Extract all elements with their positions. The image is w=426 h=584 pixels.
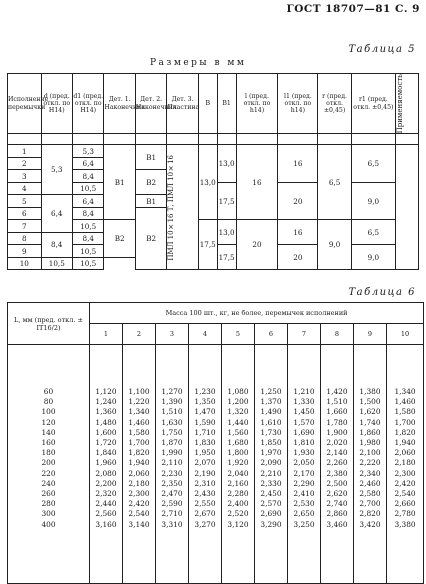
t6-mass-value: 1,560 bbox=[227, 427, 249, 437]
t5-det3: ПМЛ 10×16 Т, ПМЛ 10×16 bbox=[167, 145, 198, 270]
t5-applic bbox=[395, 145, 418, 270]
t6-mass-value: 2,740 bbox=[326, 499, 348, 509]
t6-exec-col: 8 bbox=[321, 324, 354, 345]
t6-mass-value: 1,210 bbox=[293, 387, 315, 396]
t6-mass-value: 1,360 bbox=[95, 407, 117, 417]
t5-B: 13,0 bbox=[198, 145, 217, 220]
t6-mass-value: 2,470 bbox=[161, 489, 183, 499]
t6-mass-value: 2,320 bbox=[95, 489, 117, 499]
t6-mass-value: 1,610 bbox=[260, 417, 282, 427]
t6-exec-col: 1 bbox=[90, 324, 123, 345]
t5-exec: 8 bbox=[8, 232, 42, 245]
t5-exec: 1 bbox=[8, 145, 42, 158]
t6-mass-value: 1,390 bbox=[161, 397, 183, 407]
t5-r: 6,5 bbox=[318, 145, 352, 220]
t6-mass-value: 3,380 bbox=[394, 519, 416, 529]
t5-d1: 8,4 bbox=[73, 170, 104, 183]
t6-mass-value: 2,670 bbox=[194, 509, 216, 519]
t6-mass-value: 1,500 bbox=[359, 397, 381, 407]
t6-mass-value: 2,170 bbox=[293, 468, 315, 478]
t6-mass-value: 2,340 bbox=[359, 468, 381, 478]
t6-mass-value: 1,780 bbox=[326, 417, 348, 427]
t6-L-value: 400 bbox=[41, 519, 56, 529]
t6-mass-value: 1,940 bbox=[394, 438, 416, 448]
t6-mass-value: 2,290 bbox=[293, 478, 315, 488]
t6-mass-value: 2,690 bbox=[260, 509, 282, 519]
t6-L-column bbox=[8, 345, 90, 584]
t6-mass-value: 1,440 bbox=[227, 417, 249, 427]
t6-mass-value: 2,300 bbox=[128, 489, 150, 499]
t5-exec: 6 bbox=[8, 207, 42, 220]
t6-mass-value: 3,160 bbox=[95, 519, 117, 529]
t6-mass-column bbox=[156, 345, 189, 584]
t6-mass-value: 2,020 bbox=[326, 438, 348, 448]
t6-mass-value: 2,780 bbox=[394, 509, 416, 519]
t6-mass-header: Масса 100 шт., кг, не более, перемычек исполнений bbox=[90, 303, 424, 324]
t6-exec-col: 4 bbox=[189, 324, 222, 345]
t5-r1: 9,0 bbox=[351, 245, 395, 270]
t6-mass-value: 2,450 bbox=[260, 489, 282, 499]
t5-det2: B2 bbox=[135, 207, 166, 270]
t5-d1: 5,3 bbox=[73, 145, 104, 158]
t6-mass-value: 2,710 bbox=[161, 509, 183, 519]
t6-L-value: 120 bbox=[41, 417, 56, 427]
t6-mass-value: 1,220 bbox=[128, 397, 150, 407]
t6-mass-value: 2,180 bbox=[128, 478, 150, 488]
t6-mass-value: 2,080 bbox=[95, 468, 117, 478]
t6-L-value: 100 bbox=[41, 407, 56, 417]
t6-L-value: 160 bbox=[41, 438, 56, 448]
t6-mass-value: 2,540 bbox=[128, 509, 150, 519]
t5-col-det1: Дет. 1. Наконечник bbox=[104, 74, 135, 134]
t5-l1: 20 bbox=[278, 182, 318, 220]
t6-exec-col: 7 bbox=[288, 324, 321, 345]
t6-mass-value: 1,600 bbox=[95, 427, 117, 437]
t6-mass-value: 1,240 bbox=[95, 397, 117, 407]
t6-L-value: 260 bbox=[41, 489, 56, 499]
t5-det2: B1 bbox=[135, 195, 166, 208]
t6-L-value: 180 bbox=[41, 448, 56, 458]
t6-mass-value: 2,060 bbox=[128, 468, 150, 478]
t6-mass-value: 1,330 bbox=[293, 397, 315, 407]
t6-mass-value: 2,420 bbox=[394, 478, 416, 488]
t6-L-value: 200 bbox=[41, 458, 56, 468]
t6-mass-value: 2,070 bbox=[194, 458, 216, 468]
t6-mass-value: 1,580 bbox=[128, 427, 150, 437]
t6-mass-value: 1,870 bbox=[161, 438, 183, 448]
t6-mass-value: 2,040 bbox=[227, 468, 249, 478]
t6-mass-value: 1,480 bbox=[95, 417, 117, 427]
t5-col-det3: Дет. 3. Пластина bbox=[167, 74, 198, 134]
t6-mass-value: 3,120 bbox=[227, 519, 249, 529]
t6-L-value: 240 bbox=[41, 478, 56, 488]
t6-mass-value: 2,330 bbox=[260, 478, 282, 488]
t6-mass-value: 1,990 bbox=[161, 448, 183, 458]
t5-exec: 2 bbox=[8, 157, 42, 170]
t5-l: 20 bbox=[236, 220, 278, 270]
t6-mass-value: 1,510 bbox=[326, 397, 348, 407]
t6-mass-value: 1,660 bbox=[326, 407, 348, 417]
t5-d: 10,5 bbox=[41, 257, 72, 270]
t6-mass-value: 1,810 bbox=[293, 438, 315, 448]
t6-mass-value: 2,110 bbox=[161, 458, 183, 468]
t6-mass-value: 2,620 bbox=[326, 489, 348, 499]
t6-mass-column bbox=[123, 345, 156, 584]
t6-mass-value: 1,820 bbox=[128, 448, 150, 458]
t5-col-applic: Применяемость bbox=[395, 74, 418, 134]
t6-mass-value: 2,500 bbox=[326, 478, 348, 488]
t6-mass-value: 1,340 bbox=[128, 407, 150, 417]
t6-mass-value: 3,250 bbox=[293, 519, 315, 529]
t6-mass-value: 2,820 bbox=[359, 509, 381, 519]
t6-mass-value: 2,550 bbox=[194, 499, 216, 509]
t6-mass-value: 2,580 bbox=[359, 489, 381, 499]
table6-label: Таблица 6 bbox=[348, 287, 416, 298]
t5-col-det2: Дет. 2. Наконечник bbox=[135, 74, 166, 134]
t6-mass-value: 2,280 bbox=[227, 489, 249, 499]
t5-col-d1: d1 (пред. откл. по H14) bbox=[73, 74, 104, 134]
t6-L-value: 220 bbox=[41, 468, 56, 478]
t6-mass-value: 1,920 bbox=[227, 458, 249, 468]
t5-d1: 10,5 bbox=[73, 220, 104, 233]
t5-l1: 16 bbox=[278, 220, 318, 245]
t6-mass-value: 1,510 bbox=[161, 407, 183, 417]
t5-d1: 6,4 bbox=[73, 195, 104, 208]
t6-mass-value: 1,620 bbox=[359, 407, 381, 417]
t6-exec-col: 3 bbox=[156, 324, 189, 345]
t6-L-value: 80 bbox=[43, 397, 54, 407]
t5-col-exec: Исполнение перемычки bbox=[8, 74, 42, 134]
t5-det2: B2 bbox=[135, 170, 166, 195]
t5-det2: B1 bbox=[135, 145, 166, 170]
t6-mass-value: 1,940 bbox=[128, 458, 150, 468]
t6-mass-value: 3,310 bbox=[161, 519, 183, 529]
t6-exec-col: 6 bbox=[255, 324, 288, 345]
t6-mass-value: 2,100 bbox=[359, 448, 381, 458]
t5-exec: 5 bbox=[8, 195, 42, 208]
t6-mass-value: 1,690 bbox=[293, 427, 315, 437]
t6-mass-value: 2,220 bbox=[359, 458, 381, 468]
t6-mass-value: 2,090 bbox=[260, 458, 282, 468]
t6-mass-value: 1,860 bbox=[359, 427, 381, 437]
t5-exec: 4 bbox=[8, 182, 42, 195]
t6-mass-value: 2,210 bbox=[260, 468, 282, 478]
t5-exec: 10 bbox=[8, 257, 42, 270]
table5 bbox=[7, 73, 419, 270]
t5-d: 8,4 bbox=[41, 232, 72, 257]
t6-mass-value: 1,730 bbox=[260, 427, 282, 437]
t6-mass-value: 1,460 bbox=[394, 397, 416, 407]
t6-mass-value: 1,350 bbox=[194, 397, 216, 407]
t6-mass-value: 1,930 bbox=[293, 448, 315, 458]
t5-d1: 10,5 bbox=[73, 182, 104, 195]
t6-col-L: L, мм (пред. откл. ± IT16/2) bbox=[8, 303, 90, 345]
t5-l1: 20 bbox=[278, 245, 318, 270]
t5-d1: 10,5 bbox=[73, 257, 104, 270]
t6-mass-value: 2,380 bbox=[326, 468, 348, 478]
t6-mass-value: 2,160 bbox=[227, 478, 249, 488]
t6-mass-value: 1,380 bbox=[359, 387, 381, 396]
t5-col-r1: r1 (пред. откл. ±0,45) bbox=[351, 74, 395, 134]
t6-mass-value: 1,230 bbox=[194, 387, 216, 396]
t6-mass-value: 3,290 bbox=[260, 519, 282, 529]
t6-mass-value: 1,420 bbox=[326, 387, 348, 396]
t5-d: 5,3 bbox=[41, 145, 72, 195]
t6-mass-value: 3,420 bbox=[359, 519, 381, 529]
t6-mass-value: 1,270 bbox=[161, 387, 183, 396]
t6-mass-value: 1,830 bbox=[194, 438, 216, 448]
t5-r1: 9,0 bbox=[351, 182, 395, 220]
t6-mass-column bbox=[321, 345, 354, 584]
t6-mass-value: 1,970 bbox=[260, 448, 282, 458]
t6-mass-value: 2,260 bbox=[326, 458, 348, 468]
t6-L-value: 280 bbox=[41, 499, 56, 509]
table5-label: Таблица 5 bbox=[348, 44, 416, 55]
t5-B1: 17,5 bbox=[217, 182, 236, 220]
t6-mass-value: 1,460 bbox=[128, 417, 150, 427]
t5-det1: B1 bbox=[104, 145, 135, 220]
t6-mass-value: 1,630 bbox=[161, 417, 183, 427]
t6-mass-value: 2,650 bbox=[293, 509, 315, 519]
t6-mass-value: 2,520 bbox=[227, 509, 249, 519]
t6-mass-column bbox=[354, 345, 387, 584]
t5-l1: 16 bbox=[278, 145, 318, 183]
t5-d: 6,4 bbox=[41, 195, 72, 233]
t6-mass-value: 1,490 bbox=[260, 407, 282, 417]
t6-mass-value: 2,410 bbox=[293, 489, 315, 499]
t6-mass-value: 1,080 bbox=[227, 387, 249, 396]
t6-mass-value: 2,440 bbox=[95, 499, 117, 509]
t6-mass-value: 3,270 bbox=[194, 519, 216, 529]
t6-mass-value: 1,800 bbox=[227, 448, 249, 458]
t6-mass-value: 1,590 bbox=[194, 417, 216, 427]
t5-det1: B2 bbox=[104, 220, 135, 258]
t6-mass-value: 2,590 bbox=[161, 499, 183, 509]
t6-exec-col: 5 bbox=[222, 324, 255, 345]
t6-mass-value: 1,340 bbox=[394, 387, 416, 396]
t6-mass-value: 1,980 bbox=[359, 438, 381, 448]
t6-mass-value: 1,580 bbox=[394, 407, 416, 417]
t5-B1: 17,5 bbox=[217, 245, 236, 270]
t6-L-value: 140 bbox=[41, 427, 56, 437]
t6-exec-col: 2 bbox=[123, 324, 156, 345]
t6-exec-col: 9 bbox=[354, 324, 387, 345]
t6-mass-value: 1,120 bbox=[95, 387, 117, 396]
t6-mass-value: 1,370 bbox=[260, 397, 282, 407]
t6-mass-value: 1,680 bbox=[227, 438, 249, 448]
t6-mass-value: 2,060 bbox=[394, 448, 416, 458]
t6-mass-column bbox=[387, 345, 424, 584]
t6-L-value: 300 bbox=[41, 509, 56, 519]
t6-mass-value: 3,460 bbox=[326, 519, 348, 529]
t5-col-B: B bbox=[198, 74, 217, 134]
t6-mass-value: 1,900 bbox=[326, 427, 348, 437]
t6-mass-value: 2,230 bbox=[161, 468, 183, 478]
t5-d1: 6,4 bbox=[73, 157, 104, 170]
t6-mass-value: 2,460 bbox=[359, 478, 381, 488]
t6-mass-value: 1,250 bbox=[260, 387, 282, 396]
t6-mass-value: 1,700 bbox=[394, 417, 416, 427]
t6-mass-value: 1,200 bbox=[227, 397, 249, 407]
t5-r: 9,0 bbox=[318, 220, 352, 270]
t6-mass-value: 2,560 bbox=[95, 509, 117, 519]
t6-mass-value: 2,700 bbox=[359, 499, 381, 509]
t6-mass-value: 2,530 bbox=[293, 499, 315, 509]
table5-caption: Размеры в мм bbox=[150, 58, 247, 68]
page-header: ГОСТ 18707—81 С. 9 bbox=[286, 3, 420, 15]
t6-mass-value: 1,750 bbox=[161, 427, 183, 437]
t6-mass-value: 2,310 bbox=[194, 478, 216, 488]
t6-mass-value: 2,420 bbox=[128, 499, 150, 509]
t6-mass-value: 2,050 bbox=[293, 458, 315, 468]
t5-exec: 3 bbox=[8, 170, 42, 183]
t6-mass-value: 1,570 bbox=[293, 417, 315, 427]
t6-mass-value: 2,190 bbox=[194, 468, 216, 478]
t6-mass-value: 2,200 bbox=[95, 478, 117, 488]
t6-mass-column bbox=[288, 345, 321, 584]
t6-mass-value: 2,570 bbox=[260, 499, 282, 509]
t5-exec: 9 bbox=[8, 245, 42, 258]
t6-mass-value: 2,400 bbox=[227, 499, 249, 509]
t5-B1: 13,0 bbox=[217, 220, 236, 245]
t6-mass-value: 2,540 bbox=[394, 489, 416, 499]
t6-mass-column bbox=[222, 345, 255, 584]
t6-mass-column bbox=[189, 345, 222, 584]
t5-d1: 8,4 bbox=[73, 232, 104, 245]
t6-mass-value: 1,850 bbox=[260, 438, 282, 448]
t6-exec-col: 10 bbox=[387, 324, 424, 345]
t5-col-d: d (пред. откл. по H14) bbox=[41, 74, 72, 134]
t6-mass-column bbox=[255, 345, 288, 584]
t6-mass-value: 2,660 bbox=[394, 499, 416, 509]
t6-mass-value: 1,960 bbox=[95, 458, 117, 468]
t5-col-r: r (пред. откл. ±0,45) bbox=[318, 74, 352, 134]
t6-mass-value: 1,840 bbox=[95, 448, 117, 458]
t5-B: 17,5 bbox=[198, 220, 217, 270]
t6-mass-value: 2,350 bbox=[161, 478, 183, 488]
t5-d1: 10,5 bbox=[73, 245, 104, 258]
t6-mass-value: 3,140 bbox=[128, 519, 150, 529]
t5-d1: 8,4 bbox=[73, 207, 104, 220]
t5-r1: 6,5 bbox=[351, 145, 395, 183]
t6-mass-value: 1,720 bbox=[95, 438, 117, 448]
t6-mass-value: 1,710 bbox=[194, 427, 216, 437]
t6-mass-value: 1,740 bbox=[359, 417, 381, 427]
t6-mass-value: 1,950 bbox=[194, 448, 216, 458]
t5-B1: 13,0 bbox=[217, 145, 236, 183]
t6-mass-value: 2,180 bbox=[394, 458, 416, 468]
t6-mass-value: 1,820 bbox=[394, 427, 416, 437]
t6-mass-value: 1,100 bbox=[128, 387, 150, 396]
t5-r1: 6,5 bbox=[351, 220, 395, 245]
t6-mass-column bbox=[90, 345, 123, 584]
t6-L-value: 60 bbox=[43, 387, 54, 396]
t6-mass-value: 1,450 bbox=[293, 407, 315, 417]
t5-col-l: l (пред. откл. по h14) bbox=[236, 74, 278, 134]
t6-mass-value: 2,300 bbox=[394, 468, 416, 478]
table6 bbox=[7, 302, 424, 584]
t6-mass-value: 1,320 bbox=[227, 407, 249, 417]
t5-l: 16 bbox=[236, 145, 278, 220]
t5-col-l1: l1 (пред. откл. по h14) bbox=[278, 74, 318, 134]
t5-col-B1: B1 bbox=[217, 74, 236, 134]
t6-mass-value: 2,140 bbox=[326, 448, 348, 458]
t5-exec: 7 bbox=[8, 220, 42, 233]
t6-mass-value: 1,470 bbox=[194, 407, 216, 417]
t6-mass-value: 2,860 bbox=[326, 509, 348, 519]
t6-mass-value: 1,700 bbox=[128, 438, 150, 448]
t6-mass-value: 2,430 bbox=[194, 489, 216, 499]
